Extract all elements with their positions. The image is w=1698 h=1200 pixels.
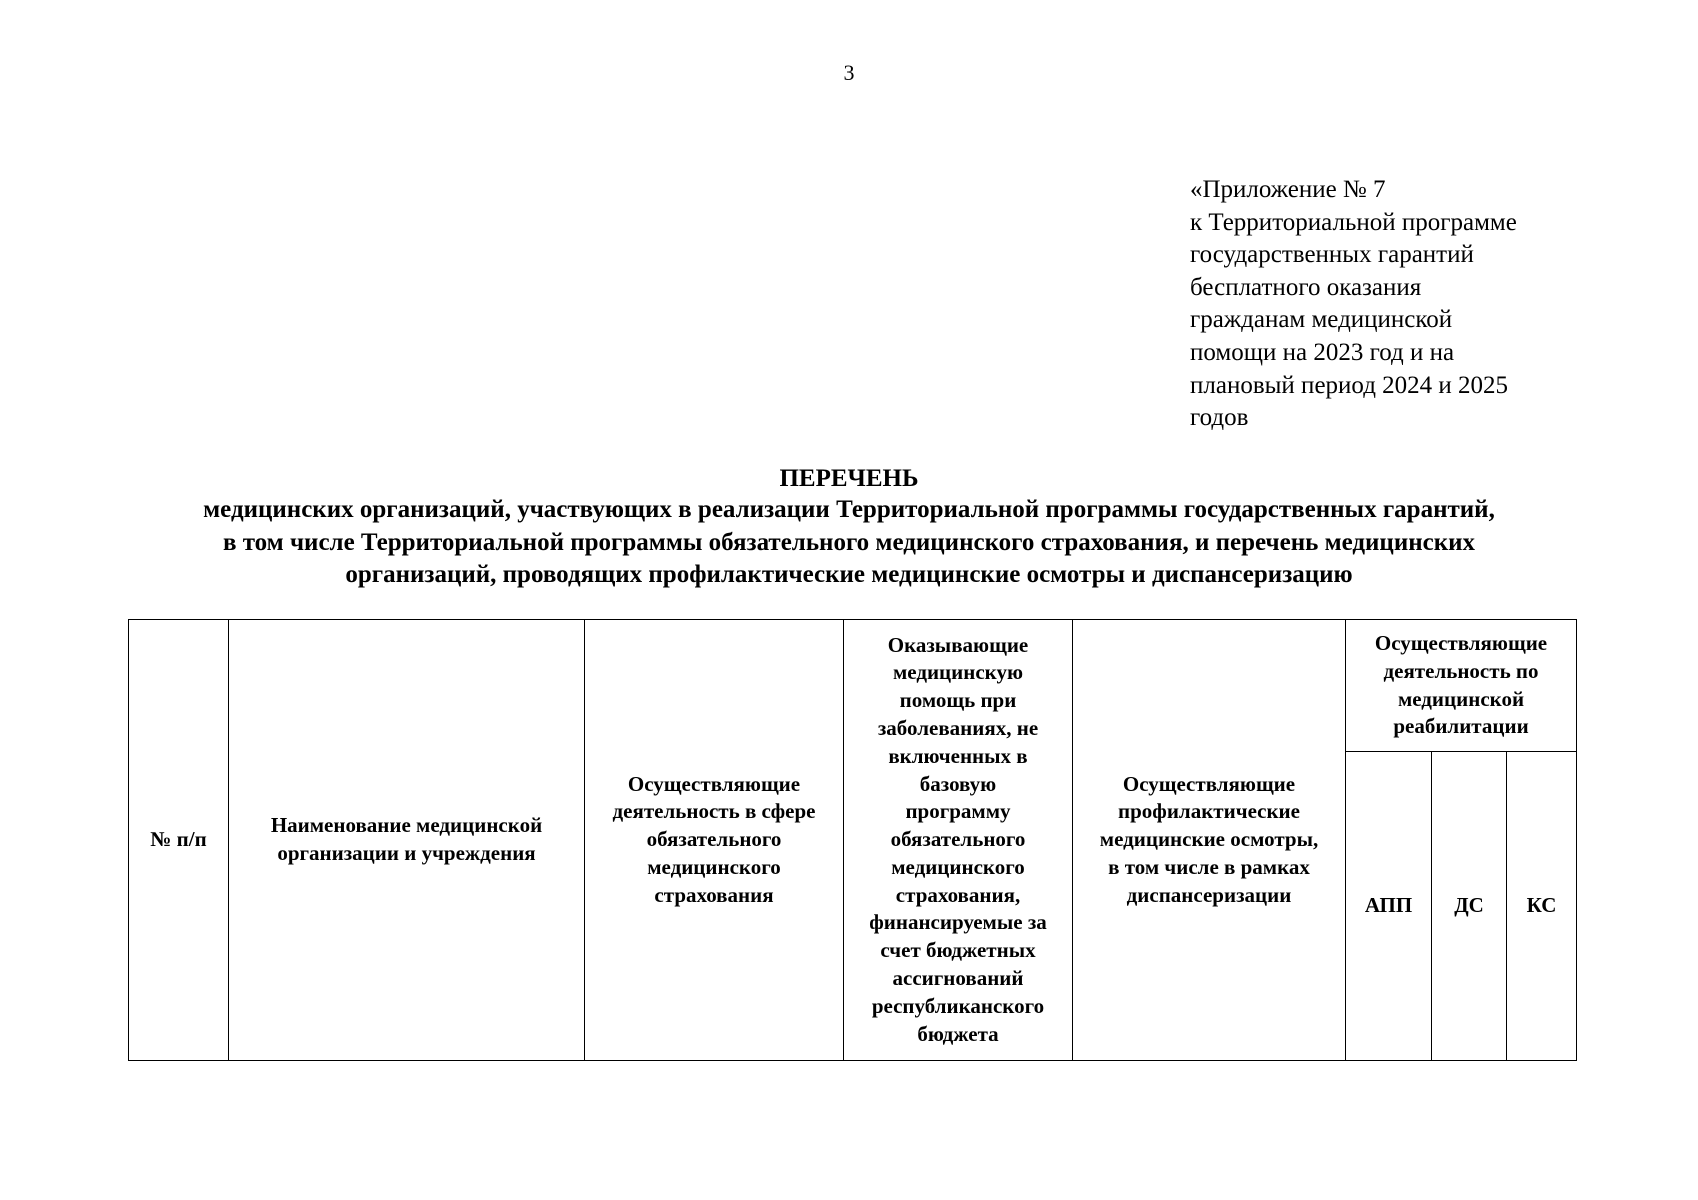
appendix-line: к Территориальной программе bbox=[1190, 208, 1517, 236]
document-subtitle bbox=[90, 494, 1608, 592]
header-rehab-ds: ДС bbox=[1432, 752, 1507, 1061]
header-budget-funded: Оказывающие медицинскую помощь при заболеваниях, не включенных в базовую программу обязательного медицинского страхования, финансируемые за счет бюджетных ассигнований республиканского бюджета bbox=[844, 620, 1073, 1061]
subtitle-line: медицинских организаций, участвующих в реализации Территориальной программы государственных гарантий, bbox=[203, 496, 1495, 523]
subtitle-line: организаций, проводящих профилактические медицинские осмотры и диспансеризацию bbox=[345, 561, 1353, 588]
page-number: 3 bbox=[843, 60, 855, 85]
appendix-note bbox=[1190, 174, 1610, 435]
organizations-table bbox=[128, 619, 1577, 1061]
appendix-line: плановый период 2024 и 2025 bbox=[1190, 371, 1509, 399]
header-rehab-ks: КС bbox=[1507, 752, 1577, 1061]
subtitle-line: в том числе Территориальной программы обязательного медицинского страхования, и перечень медицинских bbox=[222, 528, 1476, 556]
appendix-line: бесплатного оказания bbox=[1190, 273, 1422, 301]
appendix-line: государственных гарантий bbox=[1190, 241, 1474, 269]
appendix-line: помощи на 2023 год и на bbox=[1190, 338, 1455, 366]
header-oms: Осуществляющие деятельность в сфере обязательного медицинского страхования bbox=[585, 620, 844, 1061]
appendix-line: годов bbox=[1190, 404, 1249, 432]
header-rehabilitation: Осуществляющие деятельность по медицинской реабилитации bbox=[1346, 620, 1577, 752]
appendix-line: гражданам медицинской bbox=[1190, 306, 1453, 334]
appendix-line: «Приложение № 7 bbox=[1190, 176, 1386, 203]
header-organization-name: Наименование медицинской организации и учреждения bbox=[229, 620, 585, 1061]
header-preventive-exams: Осуществляющие профилактические медицинские осмотры, в том числе в рамках диспансеризации bbox=[1073, 620, 1346, 1061]
header-rehab-app: АПП bbox=[1346, 752, 1432, 1061]
document-title: ПЕРЕЧЕНЬ bbox=[779, 465, 919, 492]
header-number: № п/п bbox=[129, 620, 229, 1061]
